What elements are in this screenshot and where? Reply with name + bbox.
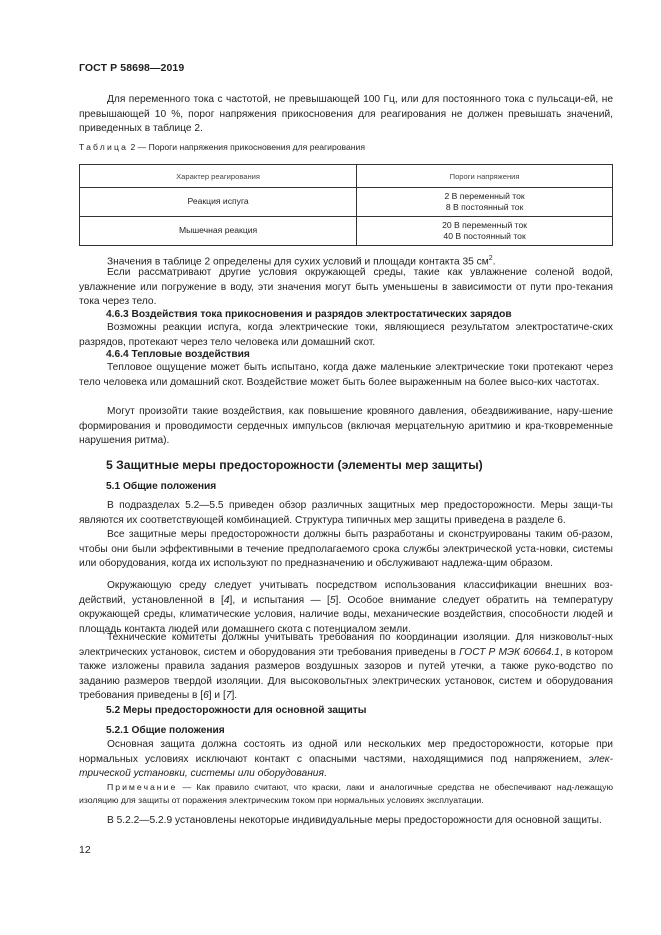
table-row	[80, 188, 613, 217]
paragraph-5-2-1: Основная защита должна состоять из одной или нескольких мер предосторожности, которые при нормальных условиях исключают контакт с опасными частями, находящимися под напряжением, элек-трической установки, системы или оборудования.	[79, 739, 613, 780]
note-label: Примечание	[107, 782, 178, 792]
row-label: Реакция испуга	[80, 188, 357, 217]
value-ac: 20 В переменный ток	[442, 219, 528, 230]
other-conditions-paragraph: Если рассматривают другие условия окружающей среды, такие как увлажнение соленой водой, увлажнение или погружение в воду, эти значения могут быть уменьшены в зависимости от пути про-текания тока через тело.	[79, 267, 613, 308]
intro-paragraph: Для переменного тока с частотой, не превышающей 100 Гц, или для постоянного тока с пульсаци-ей, не превышающей 10 %, порог напряжения прикосновения для реагирования не должен превышать значений, приведенных в таблице 2.	[79, 94, 613, 135]
row-label: Мышечная реакция	[80, 217, 357, 246]
table-conditions-paragraph: Значения в таблице 2 определены для сухих условий и площади контакта 35 $см^2$.	[107, 255, 496, 268]
paragraph-5-1-a: В подразделах 5.2—5.5 приведен обзор различных защитных мер предосторожности. Меры защи-ты являются их соответствующей комбинацией. Структура типичных мер защиты приведена в разделе 6.	[79, 500, 613, 526]
thresholds-table	[79, 164, 613, 246]
table-caption-text: 2 — Пороги напряжения прикосновения для реагирования	[130, 142, 365, 152]
paragraph-5-1-b: Все защитные меры предосторожности должны быть разработаны и сконструированы таким об-разом, чтобы они были эффективными в течение предполагаемого срока службы электрической уста-новки, системы или оборудования, когда их используют по предназначению и обслуживают надлежа-щим образом.	[79, 529, 613, 570]
value-dc: 8 В постоянный ток	[445, 202, 524, 212]
table-header-row	[80, 165, 613, 188]
heading-4-6-4: 4.6.4 Тепловые воздействия	[106, 349, 250, 360]
value-dc: 40 В постоянный ток	[443, 231, 526, 241]
table-caption	[79, 142, 365, 152]
paragraph-4-6-3: Возможны реакции испуга, когда электрические токи, являющиеся результатом электростатиче-ских разрядов, протекают через тело человека или домашний скот.	[79, 322, 613, 348]
value-ac: 2 В переменный ток	[444, 190, 525, 201]
paragraph-5-2-2: В 5.2.2—5.2.9 установлены некоторые индивидуальные меры предосторожности для основной защиты.	[107, 815, 602, 826]
heading-5-2-1: 5.2.1 Общие положения	[106, 725, 225, 736]
note-text: — Как правило считают, что краски, лаки и аналогичные средства не обеспечивают над-лежащую изоляцию для защиты от поражения электрическим током при нормальных условиях эксплуатации.	[79, 782, 613, 806]
row-values	[357, 188, 613, 217]
heading-5-2: 5.2 Меры предосторожности для основной защиты	[106, 705, 367, 716]
table-caption-word: Таблица	[79, 142, 129, 152]
table-row	[80, 217, 613, 246]
paragraph-4-6-4-a: Тепловое ощущение может быть испытано, когда даже маленькие электрические токи протекают через тело человека или домашний скот. Воздействие может быть более выраженным на более высо-ких частотах.	[79, 362, 613, 388]
section-5-heading: 5 Защитные меры предосторожности (элементы мер защиты)	[106, 458, 483, 472]
document-id-header: ГОСТ Р 58698—2019	[79, 62, 185, 74]
heading-4-6-3: 4.6.3 Воздействия тока прикосновения и разрядов электростатических зарядов	[106, 309, 512, 320]
page-number: 12	[79, 844, 91, 856]
row-values	[357, 217, 613, 246]
paragraph-5-1-c: Окружающую среду следует учитывать посредством использования классификации внешних воз-действий, установленной в [4], и испытания — [5]. Особое внимание следует обратить на температуру окружающей среды, климатические условия, наличие воды, механические воздействия, способности людей и площадь контакта людей или домашнего скота с потенциалом земли.	[79, 580, 613, 635]
header-reaction: Характер реагирования	[80, 165, 357, 188]
paragraph-4-6-4-b: Могут произойти такие воздействия, как повышение кровяного давления, обездвиживание, нару-шение формирования и проводимости сердечных импульсов (включая мерцательную аритмию и кра-тковременные нарушения ритма).	[79, 406, 613, 447]
header-thresholds: Пороги напряжения	[357, 165, 613, 188]
note	[79, 781, 613, 808]
heading-5-1: 5.1 Общие положения	[106, 481, 217, 492]
paragraph-5-1-d: Технические комитеты должны учитывать требования по координации изоляции. Для низковольт-ных электрических установок, систем и оборудования эти требования приведены в ГОСТ Р МЭК 60664.1, в котором также изложены правила задания размеров воздушных зазоров и путей утечки, а также руко-водство по заданию размеров твердой изоляции. Для высоковольтных электрических установок, систем и оборудования требования приведены в [6] и [7].	[79, 632, 613, 702]
